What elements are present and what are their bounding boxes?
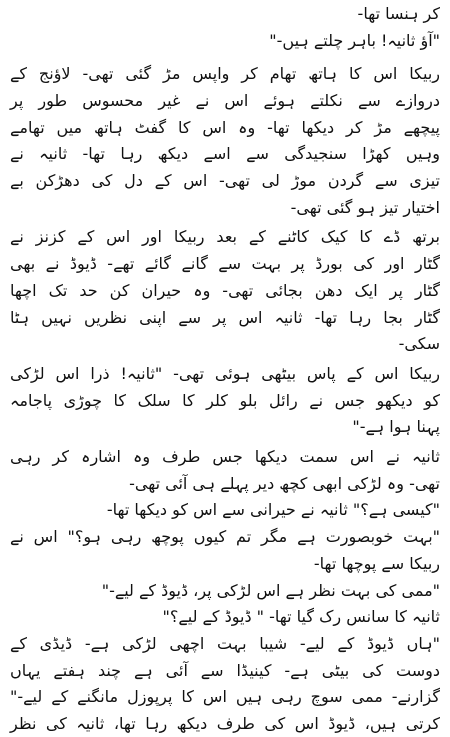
text-line: ربیکا سے پوچھا تھا- <box>313 554 440 573</box>
text-line: ربیکا اس کے پاس بیٹھی ہوئی تھی- "ثانیہ! ذرا اس لڑکی <box>10 364 440 383</box>
text-line: کرتی ہیں، ڈیوڈ اس کی طرف دیکھ رہا تھا، ثانیہ کی نظر <box>10 714 440 733</box>
text-line: کر ہنسا تھا- <box>357 4 440 23</box>
text-line: برتھ ڈے کا کیک کاٹنے کے بعد ربیکا اور اس کے کزنز نے <box>10 227 440 246</box>
text-line: ربیکا اس کا ہاتھ تھام کر واپس مڑ گئی تھی- لاؤنج کے <box>10 64 440 83</box>
text-line: "ہاں ڈیوڈ کے لیے- شیبا بہت اچھی لڑکی ہے- ڈیڈی کے <box>10 634 440 653</box>
text-line: گزارنے- ممی سوچ رہی ہیں اس کا پرپوزل مانگنے کے لیے-" <box>10 687 440 706</box>
text-line: "کیسی ہے؟" ثانیہ نے حیرانی سے اس کو دیکھا تھا- <box>106 500 440 519</box>
text-line: تھی- وہ لڑکی ابھی کچھ دیر پہلے ہی آئی تھی- <box>129 474 440 493</box>
text-line: پہنا ہوا ہے-" <box>352 417 440 436</box>
text-line: ثانیہ کا سانس رک گیا تھا- " ڈیوڈ کے لیے؟" <box>162 607 440 626</box>
text-line: دوست کی بیٹی ہے- کینیڈا سے آئی ہے چند ہفتے یہاں <box>10 661 440 680</box>
text-line: "بہت خوبصورت ہے مگر تم کیوں پوچھ رہی ہو؟" اس نے <box>10 527 440 546</box>
text-line: گٹار بجا رہا تھا- ثانیہ اس پر سے اپنی نظریں نہیں ہٹا <box>10 308 440 327</box>
text-line: کو دیکھو جس نے رائل بلو کلر کا سلک کا چوڑی پاجامہ <box>10 391 440 410</box>
text-line: ثانیہ نے اس سمت دیکھا جس طرف وہ اشارہ کر رہی <box>10 447 440 466</box>
text-line: "ممی کی بہت نظر ہے اس لڑکی پر، ڈیوڈ کے لیے-" <box>101 581 440 600</box>
text-line: تیزی سے گردن موڑ لی تھی- اس کے دل کی دھڑکن بے <box>10 171 440 190</box>
text-line: وہیں کھڑا سنجیدگی سے اسے دیکھ رہا تھا- ثانیہ نے <box>10 144 440 163</box>
text-line: گٹار اور کی بورڈ پر بہت سے گانے گائے تھے- ڈیوڈ نے بھی <box>10 254 440 273</box>
text-line: "آؤ ثانیہ! باہر چلتے ہیں-" <box>269 31 440 50</box>
text-line: دروازے سے نکلتے ہوئے اس نے غیر محسوس طور پر <box>10 91 440 110</box>
text-line: پیچھے مڑ کر دیکھا تھا- وہ اس کا گفٹ ہاتھ میں تھامے <box>10 118 440 137</box>
text-line: سکی- <box>398 334 440 353</box>
text-line: اختیار تیز ہو گئی تھی- <box>290 198 440 217</box>
text-line: گٹار پر ایک دھن بجائی تھی- وہ حیران کن حد تک اچھا <box>10 281 440 300</box>
